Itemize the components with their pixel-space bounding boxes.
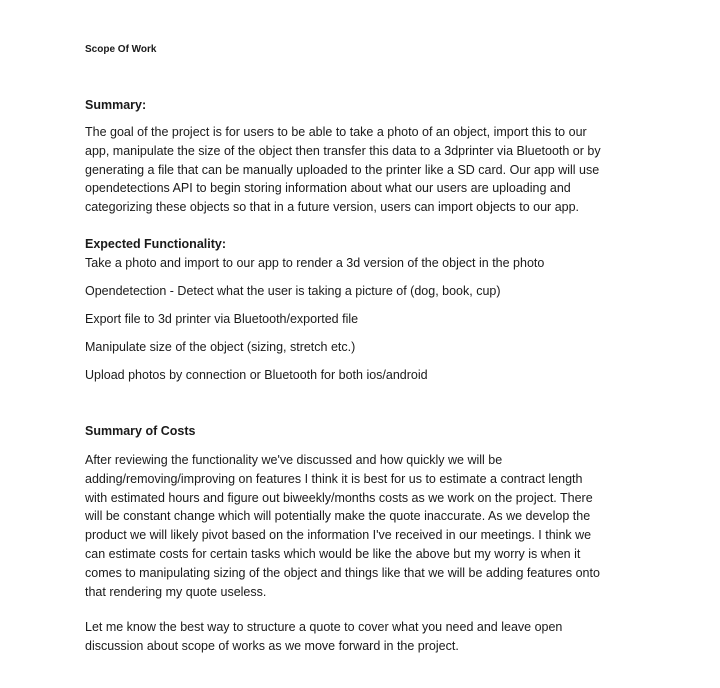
costs-line: After reviewing the functionality we've discussed and how quickly we will be [85, 453, 503, 467]
summary-line: categorizing these objects so that in a future version, users can import objects to our app. [85, 200, 580, 215]
summary-heading: Summary: [85, 98, 147, 112]
summary-line: generating a file that can be manually uploaded to the printer like a SD card. Our app will use [85, 162, 600, 177]
costs-line: will be constant change which will potentially make the quote inaccurate. As we develop the [85, 509, 591, 524]
costs-line: comes to manipulating sizing of the object and things like that we will be adding features onto [85, 565, 600, 580]
functionality-item: Opendetection - Detect what the user is taking a picture of (dog, book, cup) [85, 284, 501, 298]
costs-line: product we will likely pivot based on the information I've received in our meetings. I think we [85, 528, 592, 543]
closing-paragraph [85, 618, 645, 656]
closing-line: Let me know the best way to structure a quote to cover what you need and leave open [85, 620, 563, 634]
costs-heading: Summary of Costs [85, 424, 196, 438]
summary-paragraph [85, 123, 645, 217]
costs-line: can estimate costs for certain tasks which would be like the above but my worry is when it [85, 546, 581, 561]
functionality-heading: Expected Functionality: [85, 237, 226, 251]
costs-line: with estimated hours and figure out biweekly/months costs as we work on the project. There [85, 490, 593, 505]
functionality-item: Upload photos by connection or Bluetooth for both ios/android [85, 368, 428, 382]
closing-line: discussion about scope of works as we move forward in the project. [85, 638, 459, 653]
costs-line: adding/removing/improving on features I think it is best for us to estimate a contract length [85, 471, 583, 486]
functionality-item: Take a photo and import to our app to render a 3d version of the object in the photo [85, 256, 545, 270]
summary-line: The goal of the project is for users to be able to take a photo of an object, import this to our [85, 125, 587, 139]
costs-line: that rendering my quote useless. [85, 584, 267, 599]
document-title: Scope Of Work [85, 44, 157, 55]
summary-line: opendetections API to begin storing information about what our users are uploading and [85, 181, 571, 196]
summary-line: app, manipulate the size of the object then transfer this data to a 3dprinter via Bluetooth or by [85, 143, 601, 158]
functionality-item: Manipulate size of the object (sizing, stretch etc.) [85, 340, 356, 354]
costs-paragraph [85, 451, 645, 601]
functionality-item: Export file to 3d printer via Bluetooth/exported file [85, 312, 359, 326]
